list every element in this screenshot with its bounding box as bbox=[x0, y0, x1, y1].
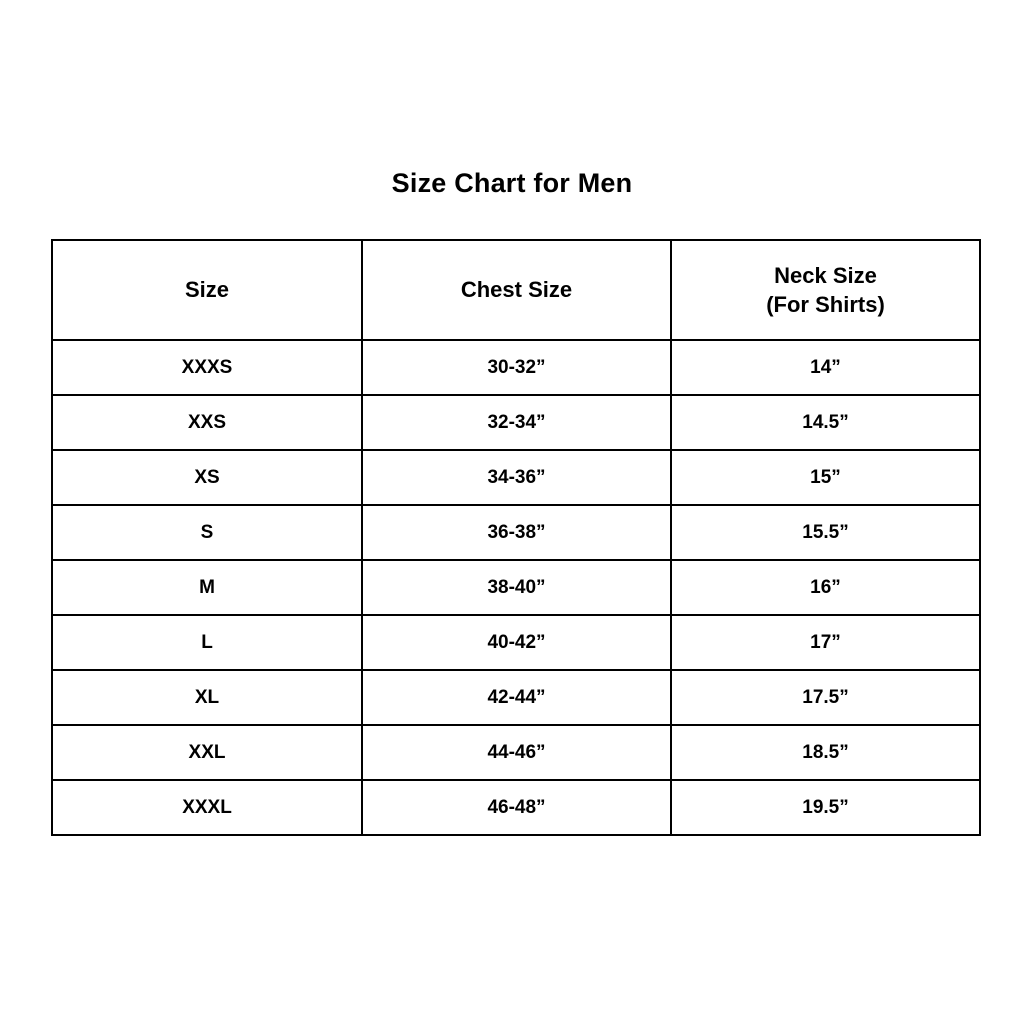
column-header-chest-label: Chest Size bbox=[460, 277, 573, 303]
cell-chest: 42-44” bbox=[362, 670, 671, 725]
cell-neck: 16” bbox=[671, 560, 980, 615]
table-row bbox=[52, 725, 980, 780]
cell-chest: 46-48” bbox=[362, 780, 671, 835]
table-row bbox=[52, 560, 980, 615]
table-header-row bbox=[52, 240, 980, 340]
cell-neck: 17” bbox=[671, 615, 980, 670]
cell-chest: 36-38” bbox=[362, 505, 671, 560]
cell-neck: 18.5” bbox=[671, 725, 980, 780]
table-row bbox=[52, 340, 980, 395]
table-row bbox=[52, 505, 980, 560]
cell-neck: 14.5” bbox=[671, 395, 980, 450]
cell-chest: 32-34” bbox=[362, 395, 671, 450]
table-row bbox=[52, 450, 980, 505]
cell-size: XXL bbox=[52, 725, 362, 780]
column-header-size bbox=[52, 240, 362, 340]
column-header-neck-sublabel: (For Shirts) bbox=[766, 292, 885, 317]
table-row bbox=[52, 780, 980, 835]
cell-chest: 30-32” bbox=[362, 340, 671, 395]
cell-neck: 15” bbox=[671, 450, 980, 505]
table-row bbox=[52, 395, 980, 450]
cell-size: M bbox=[52, 560, 362, 615]
cell-size: L bbox=[52, 615, 362, 670]
cell-chest: 44-46” bbox=[362, 725, 671, 780]
cell-size: XXS bbox=[52, 395, 362, 450]
table-row bbox=[52, 670, 980, 725]
table-header bbox=[52, 240, 980, 340]
cell-chest: 34-36” bbox=[362, 450, 671, 505]
cell-size: XXXL bbox=[52, 780, 362, 835]
table-body bbox=[52, 340, 980, 835]
cell-chest: 38-40” bbox=[362, 560, 671, 615]
cell-neck: 19.5” bbox=[671, 780, 980, 835]
cell-size: S bbox=[52, 505, 362, 560]
column-header-chest bbox=[362, 240, 671, 340]
column-header-size-label: Size bbox=[184, 277, 230, 303]
cell-size: XL bbox=[52, 670, 362, 725]
column-header-neck-label: Neck Size bbox=[774, 262, 877, 288]
column-header-neck bbox=[671, 240, 980, 340]
cell-chest: 40-42” bbox=[362, 615, 671, 670]
cell-neck: 15.5” bbox=[671, 505, 980, 560]
page-title: Size Chart for Men bbox=[391, 168, 633, 198]
cell-size: XS bbox=[52, 450, 362, 505]
cell-size: XXXS bbox=[52, 340, 362, 395]
size-chart-table bbox=[51, 239, 981, 836]
cell-neck: 14” bbox=[671, 340, 980, 395]
table-row bbox=[52, 615, 980, 670]
cell-neck: 17.5” bbox=[671, 670, 980, 725]
